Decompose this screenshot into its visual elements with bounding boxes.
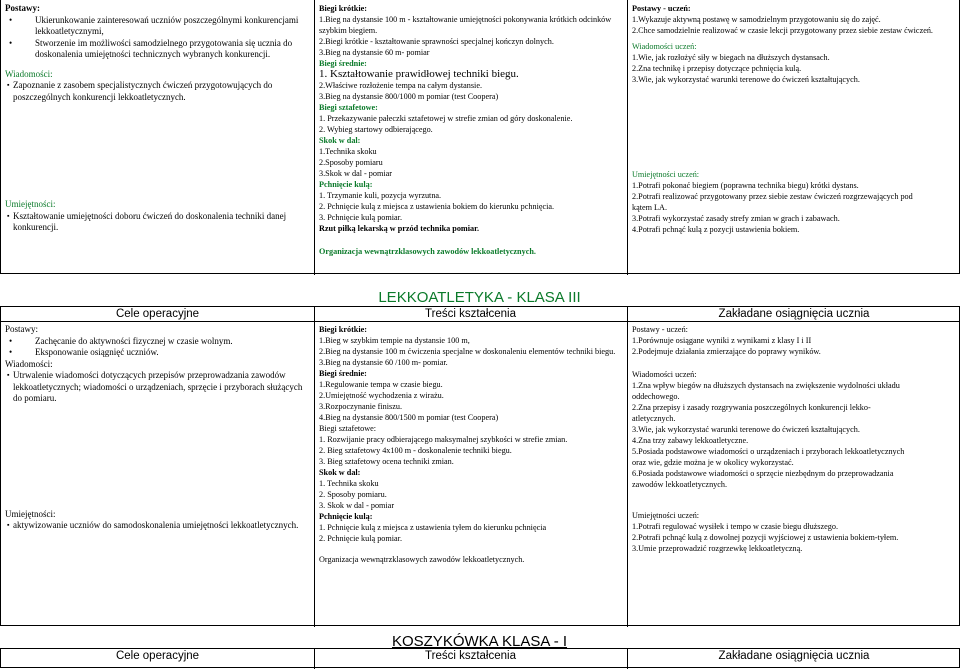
top-tresci-column [319, 0, 624, 273]
list-item: 4.Potrafi pchnąć kulą z pozycji ustawienia bokiem. [632, 225, 800, 234]
wiadomosci-heading: Wiadomości: [5, 68, 53, 79]
umiejetnosci-heading: Umiejętności: [5, 508, 56, 519]
list-item: 2.Potrafi pchnąć kulą z dowolnej pozycji wyjściowej z ustawienia bokiem-tyłem. [632, 533, 899, 542]
section3-table [0, 648, 960, 668]
list-item: • Ukierunkowanie zainteresowań uczniów poszczególnymi konkurencjami lekkoatletycznymi, [5, 15, 311, 38]
list-item: 2.Bieg na dystansie 100 m ćwiczenia specjalne w doskonaleniu elementów techniki biegu. [319, 347, 616, 356]
pchniecie-kula-heading: Pchnięcie kulą: [319, 180, 373, 189]
list-item: 1. Przekazywanie pałeczki sztafetowej w strefie zmian od góry doskonalenie. [319, 114, 573, 123]
umiejetnosci-heading: Umiejętności: [5, 199, 56, 209]
header-osiagniecia: Zakładane osiągnięcia ucznia [718, 650, 870, 662]
postawy-uczen-heading: Postawy - uczeń: [632, 325, 688, 334]
list-item: atletycznych. [632, 414, 676, 423]
list-item: 1.Technika skoku [319, 147, 377, 156]
list-item: 1.Wykazuje aktywną postawę w samodzielnym przygotowaniu się do zajęć. [632, 15, 881, 24]
header-cele: Cele operacyjne [115, 308, 200, 320]
list-item: 3. Skok w dal - pomiar [319, 501, 395, 510]
list-item: ▪ Kształtowanie umiejętności doboru ćwiczeń do doskonalenia techniki danej konkurencji. [5, 211, 311, 234]
list-item: 3.Potrafi wykorzystać zasady strefy zmian w grach i zabawach. [632, 214, 840, 223]
umiejetnosci-uczen-heading: Umiejętności uczeń: [632, 511, 700, 520]
list-item: 2.Zna przepisy i zasady rozgrywania poszczególnych konkurencji lekko- [632, 403, 871, 412]
top-table [0, 0, 960, 274]
list-item: • Eksponowanie osiągnięć uczniów. [5, 347, 311, 359]
list-item: 3.Bieg na dystansie 60 m- pomiar [319, 48, 430, 57]
biegi-krotkie-heading: Biegi krótkie: [319, 4, 367, 13]
list-item: oddechowego. [632, 392, 680, 401]
section-title-koszykowka: KOSZYKÓWKA KLASA - I [391, 633, 568, 650]
list-item: 3. Bieg sztafetowy ocena techniki zmian. [319, 457, 454, 466]
list-item: Rzut piłką lekarską w przód technika pomiar. [319, 224, 480, 233]
list-item: 1.Regulowanie tempa w czasie biegu. [319, 380, 443, 389]
postawy-heading: Postawy: [5, 3, 40, 13]
list-item: 2. Sposoby pomiaru. [319, 490, 387, 499]
list-item: 1.Potrafi pokonać biegiem (poprawna technika biegu) krótki dystans. [632, 181, 859, 190]
top-osiagniecia-column [632, 0, 957, 273]
list-item: 2.Biegi krótkie - kształtowanie sprawności specjalnej kończyn dolnych. [319, 37, 554, 46]
header-osiagniecia: Zakładane osiągnięcia ucznia [718, 308, 870, 320]
list-item: 1. Technika skoku [319, 479, 379, 488]
list-item: 2.Zna technikę i przepisy dotyczące pchnięcia kulą. [632, 64, 802, 73]
pchniecie-kula-heading: Pchnięcie kulą: [319, 512, 373, 521]
biegi-srednie-heading: Biegi średnie: [319, 59, 367, 68]
list-item: ▪ Utrwalenie wiadomości dotyczących przepisów przeprowadzania zawodów lekkoatletycznych; wiadomości o urządzeniach, sprzęcie i przyborach służących do pomiaru. [5, 370, 311, 405]
list-item: 2. Pchnięcie kulą z miejsca z ustawienia bokiem do kierunku pchnięcia. [319, 202, 555, 211]
list-item: ▪ aktywizowanie uczniów do samodoskonalenia umiejętności lekkoatletycznych. [5, 520, 311, 532]
list-item: 4.Zna trzy zabawy lekkoatletyczne. [632, 436, 749, 445]
header-cele: Cele operacyjne [115, 650, 200, 662]
list-item: 1. Pchnięcie kulą z miejsca z ustawienia tyłem do kierunku pchnięcia [319, 523, 547, 532]
list-item: 1.Zna wpływ biegów na dłuższych dystansach na zwiększenie wydolności układu [632, 381, 900, 390]
list-item: Organizacja wewnątrzklasowych zawodów lekkoatletycznych. [319, 247, 536, 256]
list-item: 1.Bieg na dystansie 100 m - kształtowanie umiejętności pokonywania krótkich odcinków szybkim biegiem. [319, 15, 612, 35]
biegi-krotkie-heading: Biegi krótkie: [319, 325, 367, 334]
list-item: 2.Sposoby pomiaru [319, 158, 383, 167]
list-item: 2.Umiejętność wychodzenia z wirażu. [319, 391, 444, 400]
top-cele-column [5, 0, 311, 273]
postawy-uczen-heading: Postawy - uczeń: [632, 4, 691, 13]
list-item: 2. Wybieg startowy odbierającego. [319, 125, 433, 134]
postawy-heading: Postawy: [5, 324, 39, 334]
list-item: 2. Bieg sztafetowy 4x100 m - doskonalenie techniki biegu. [319, 446, 512, 455]
list-item: 1. Rozwijanie pracy odbierającego maksymalnej szybkości w strefie zmian. [319, 435, 568, 444]
biegi-sztafetowe-heading: Biegi sztafetowe: [319, 424, 377, 433]
list-item: • Stworzenie im możliwości samodzielnego przygotowania się ucznia do doskonalenia umiejętności technicznych wybranych konkurencji. [5, 38, 311, 61]
list-item: 1. Kształtowanie prawidłowej techniki biegu. [319, 68, 519, 80]
list-item: 2.Podejmuje działania zmierzające do poprawy wyników. [632, 347, 821, 356]
list-item: 1.Potrafi regulować wysiłek i tempo w czasie biegu dłuższego. [632, 522, 838, 531]
list-item: 4.Bieg na dystansie 800/1500 m pomiar (test Coopera) [319, 413, 499, 422]
list-item: 1.Porównuje osiągane wyniki z wynikami z klasy I i II [632, 336, 812, 345]
list-item: 3.Bieg na dystansie 60 /100 m- pomiar. [319, 358, 448, 367]
header-tresci: Treści kształcenia [425, 650, 516, 662]
list-item: • Zachęcanie do aktywności fizycznej w czasie wolnym. [5, 336, 311, 348]
list-item: 1.Wie, jak rozłożyć siły w biegach na dłuższych dystansach. [632, 53, 830, 62]
list-item: 2. Pchnięcie kulą pomiar. [319, 534, 402, 543]
wiadomosci-uczen-heading: Wiadomości uczeń: [632, 42, 697, 51]
list-item: 3.Rozpoczynanie finiszu. [319, 402, 402, 411]
wiadomosci-uczen-heading: Wiadomości uczeń: [632, 370, 697, 379]
list-item: 2.Właściwe rozłożenie tempa na całym dystansie. [319, 81, 483, 90]
list-item: 2.Potrafi realizować przygotowany przez siebie zestaw ćwiczeń rozgrzewających pod [632, 192, 913, 201]
list-item: 3.Skok w dal - pomiar [319, 169, 392, 178]
list-item: 3.Umie przeprowadzić rozgrzewkę lekkoatletyczną. [632, 544, 803, 553]
list-item: 1. Trzymanie kuli, pozycja wyrzutna. [319, 191, 442, 200]
list-item: oraz wie, gdzie można je w okolicy wykorzystać. [632, 458, 794, 467]
list-item: 3.Wie, jak wykorzystać warunki terenowe do ćwiczeń kształtujących. [632, 425, 860, 434]
list-item: 5.Posiada podstawowe wiadomości o urządzeniach i przyborach lekkoatletycznych [632, 447, 905, 456]
list-item: 2.Chce samodzielnie realizować w czasie lekcji przygotowany przez siebie zestaw ćwiczeń. [632, 26, 933, 35]
wiadomosci-heading: Wiadomości: [5, 358, 53, 369]
list-item: kątem LA. [632, 203, 668, 212]
header-tresci: Treści kształcenia [425, 308, 516, 320]
biegi-srednie-heading: Biegi średnie: [319, 369, 367, 378]
section-title-lekkoatletyka: LEKKOATLETYKA - KLASA III [378, 289, 581, 306]
list-item: zawodów lekkoatletycznych. [632, 480, 728, 489]
biegi-sztafetowe-heading: Biegi sztafetowe: [319, 103, 378, 112]
umiejetnosci-uczen-heading: Umiejętności uczeń: [632, 170, 700, 179]
s2-tresci-column [319, 323, 624, 625]
s2-cele-column [5, 323, 311, 625]
list-item: ▪ Zapoznanie z zasobem specjalistycznych ćwiczeń przygotowujących do poszczególnych konkurencji lekkoatletycznych. [5, 80, 311, 103]
s2-osiagniecia-column [632, 323, 957, 625]
list-item: 3.Wie, jak wykorzystać warunki terenowe do ćwiczeń kształtujących. [632, 75, 860, 84]
list-item: 6.Posiada podstawowe wiadomości o sprzęcie niezbędnym do przeprowadzania [632, 469, 894, 478]
skok-w-dal-heading: Skok w dal: [319, 468, 361, 477]
skok-w-dal-heading: Skok w dal: [319, 136, 361, 145]
list-item: Organizacja wewnątrzklasowych zawodów lekkoatletycznych. [319, 555, 525, 564]
list-item: 1.Bieg w szybkim tempie na dystansie 100 m, [319, 336, 470, 345]
list-item: 3.Bieg na dystansie 800/1000 m pomiar (test Coopera) [319, 92, 499, 101]
list-item: 3. Pchnięcie kulą pomiar. [319, 213, 402, 222]
section2-table [0, 306, 960, 626]
